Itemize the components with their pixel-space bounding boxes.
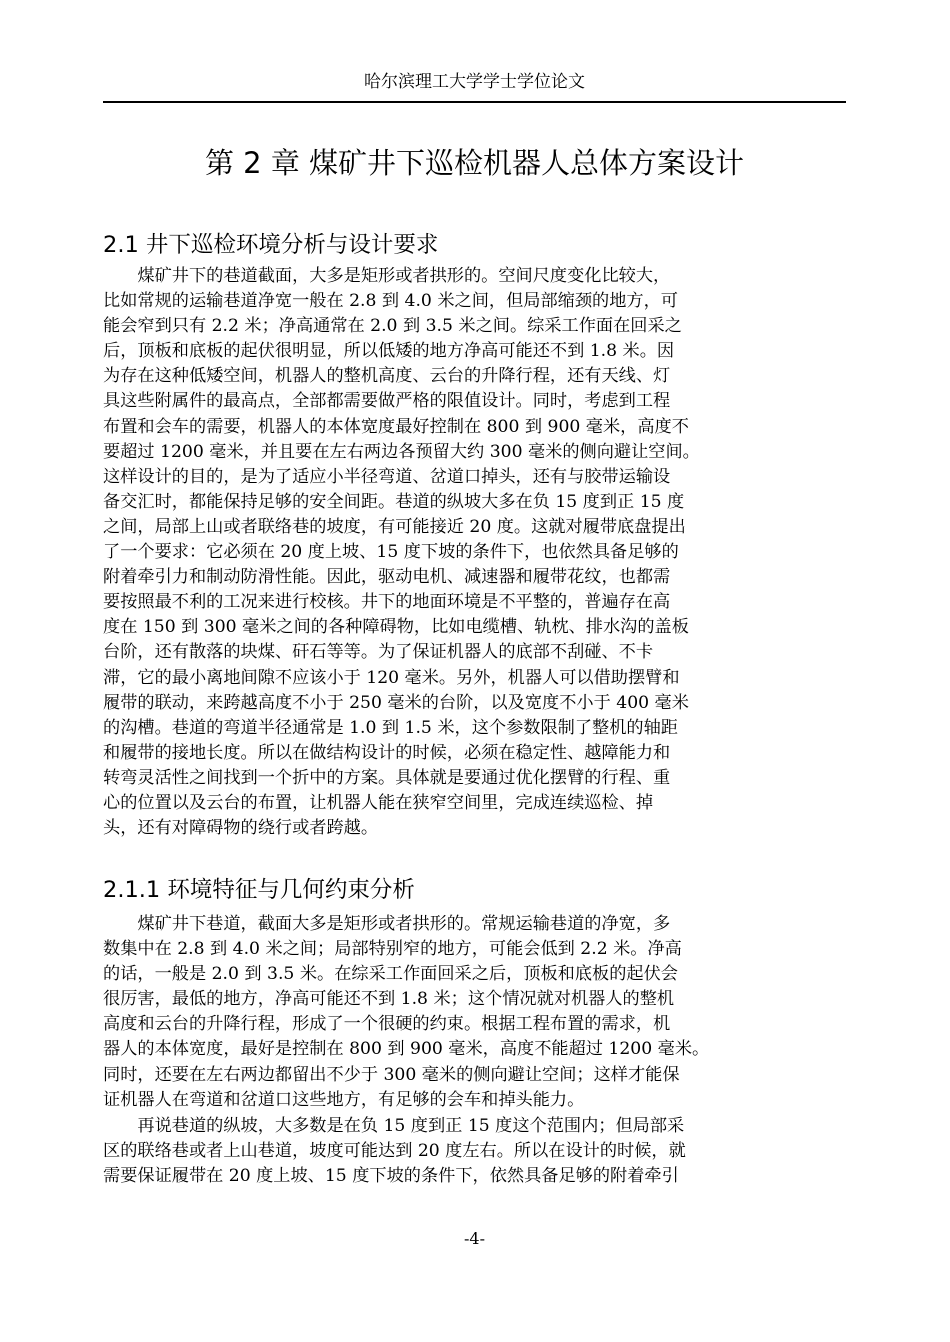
- section-2-1-paragraph: [103, 264, 846, 841]
- section-2-1-1-paragraph-1: [103, 912, 846, 1113]
- text-line: 为存在这种低矮空间，机器人的整机高度、云台的升降行程，还有天线、灯: [103, 366, 671, 387]
- text-line: 的话，一般是 2.0 到 3.5 米。在综采工作面回采之后，顶板和底板的起伏会: [103, 964, 678, 985]
- text-line: 具这些附属件的最高点，全部都需要做严格的限值设计。同时，考虑到工程: [103, 391, 671, 412]
- text-line: 再说巷道的纵坡，大多数是在负 15 度到正 15 度这个范围内；但局部采: [103, 1116, 685, 1136]
- text-line: 煤矿井下巷道，截面大多是矩形或者拱形的。常规运输巷道的净宽，多: [103, 914, 671, 934]
- text-line: 高度和云台的升降行程，形成了一个很硬的约束。根据工程布置的需求，机: [103, 1014, 671, 1035]
- text-line: 布置和会车的需要，机器人的本体宽度最好控制在 800 到 900 毫米，高度不: [103, 416, 689, 437]
- text-line: 数集中在 2.8 到 4.0 米之间；局部特别窄的地方，可能会低到 2.2 米。净高: [103, 939, 682, 960]
- text-line: 这样设计的目的，是为了适应小半径弯道、岔道口掉头，还有与胶带运输设: [103, 466, 671, 487]
- text-line: 需要保证履带在 20 度上坡、15 度下坡的条件下，依然具备足够的附着牵引: [103, 1166, 679, 1187]
- text-line: 转弯灵活性之间找到一个折中的方案。具体就是要通过优化摆臂的行程、重: [103, 767, 671, 788]
- text-line: 比如常规的运输巷道净宽一般在 2.8 到 4.0 米之间，但局部缩颈的地方，可: [103, 291, 678, 312]
- text-line: 心的位置以及云台的布置，让机器人能在狭窄空间里，完成连续巡检、掉: [103, 792, 654, 813]
- text-line: 很厉害，最低的地方，净高可能还不到 1.8 米；这个情况就对机器人的整机: [103, 989, 675, 1010]
- text-line: 证机器人在弯道和岔道口这些地方，有足够的会车和掉头能力。: [103, 1089, 585, 1110]
- text-line: 区的联络巷或者上山巷道，坡度可能达到 20 度左右。所以在设计的时候，就: [103, 1141, 686, 1162]
- text-line: 滞，它的最小离地间隙不应该小于 120 毫米。另外，机器人可以借助摆臂和: [103, 667, 680, 688]
- section-heading-2-1-1: 2.1.1 环境特征与几何约束分析: [103, 877, 415, 903]
- text-line: 煤矿井下的巷道截面，大多是矩形或者拱形的。空间尺度变化比较大，: [103, 266, 671, 286]
- text-line: 履带的联动，来跨越高度不小于 250 毫米的台阶，以及宽度不小于 400 毫米: [103, 692, 689, 713]
- chapter-title: 第 2 章 煤矿井下巡检机器人总体方案设计: [204, 146, 745, 180]
- text-line: 度在 150 到 300 毫米之间的各种障碍物，比如电缆槽、轨枕、排水沟的盖板: [103, 617, 689, 638]
- section-heading-2-1: 2.1 井下巡检环境分析与设计要求: [103, 232, 439, 258]
- text-line: 备交汇时，都能保持足够的安全间距。巷道的纵坡大多在负 15 度到正 15 度: [103, 491, 685, 512]
- text-line: 之间，局部上山或者联络巷的坡度，有可能接近 20 度。这就对履带底盘提出: [103, 516, 686, 537]
- text-line: 同时，还要在左右两边都留出不少于 300 毫米的侧向避让空间；这样才能保: [103, 1064, 680, 1085]
- text-line: 的沟槽。巷道的弯道半径通常是 1.0 到 1.5 米，这个参数限制了整机的轴距: [103, 717, 678, 738]
- text-line: 了一个要求：它必须在 20 度上坡、15 度下坡的条件下，也依然具备足够的: [103, 542, 679, 563]
- running-header: 哈尔滨理工大学学士学位论文: [364, 72, 585, 92]
- text-line: 器人的本体宽度，最好是控制在 800 到 900 毫米，高度不能超过 1200 毫米。: [103, 1039, 710, 1060]
- text-line: 要按照最不利的工况来进行校核。井下的地面环境是不平整的，普遍存在高: [103, 592, 671, 613]
- page-number: -4-: [464, 1229, 485, 1248]
- text-line: 要超过 1200 毫米，并且要在左右两边各预留大约 300 毫米的侧向避让空间。: [103, 441, 700, 462]
- text-line: 和履带的接地长度。所以在做结构设计的时候，必须在稳定性、越障能力和: [103, 742, 671, 763]
- text-line: 台阶，还有散落的块煤、矸石等等。为了保证机器人的底部不刮碰、不卡: [103, 642, 654, 663]
- text-line: 后，顶板和底板的起伏很明显，所以低矮的地方净高可能还不到 1.8 米。因: [103, 341, 675, 362]
- text-line: 附着牵引力和制动防滑性能。因此，驱动电机、减速器和履带花纹，也都需: [103, 567, 671, 588]
- header-rule: [103, 101, 846, 103]
- text-line: 头，还有对障碍物的绕行或者跨越。: [103, 818, 379, 839]
- section-2-1-1-paragraph-2: [103, 1114, 846, 1189]
- text-line: 能会窄到只有 2.2 米；净高通常在 2.0 到 3.5 米之间。综采工作面在回采之: [103, 316, 682, 337]
